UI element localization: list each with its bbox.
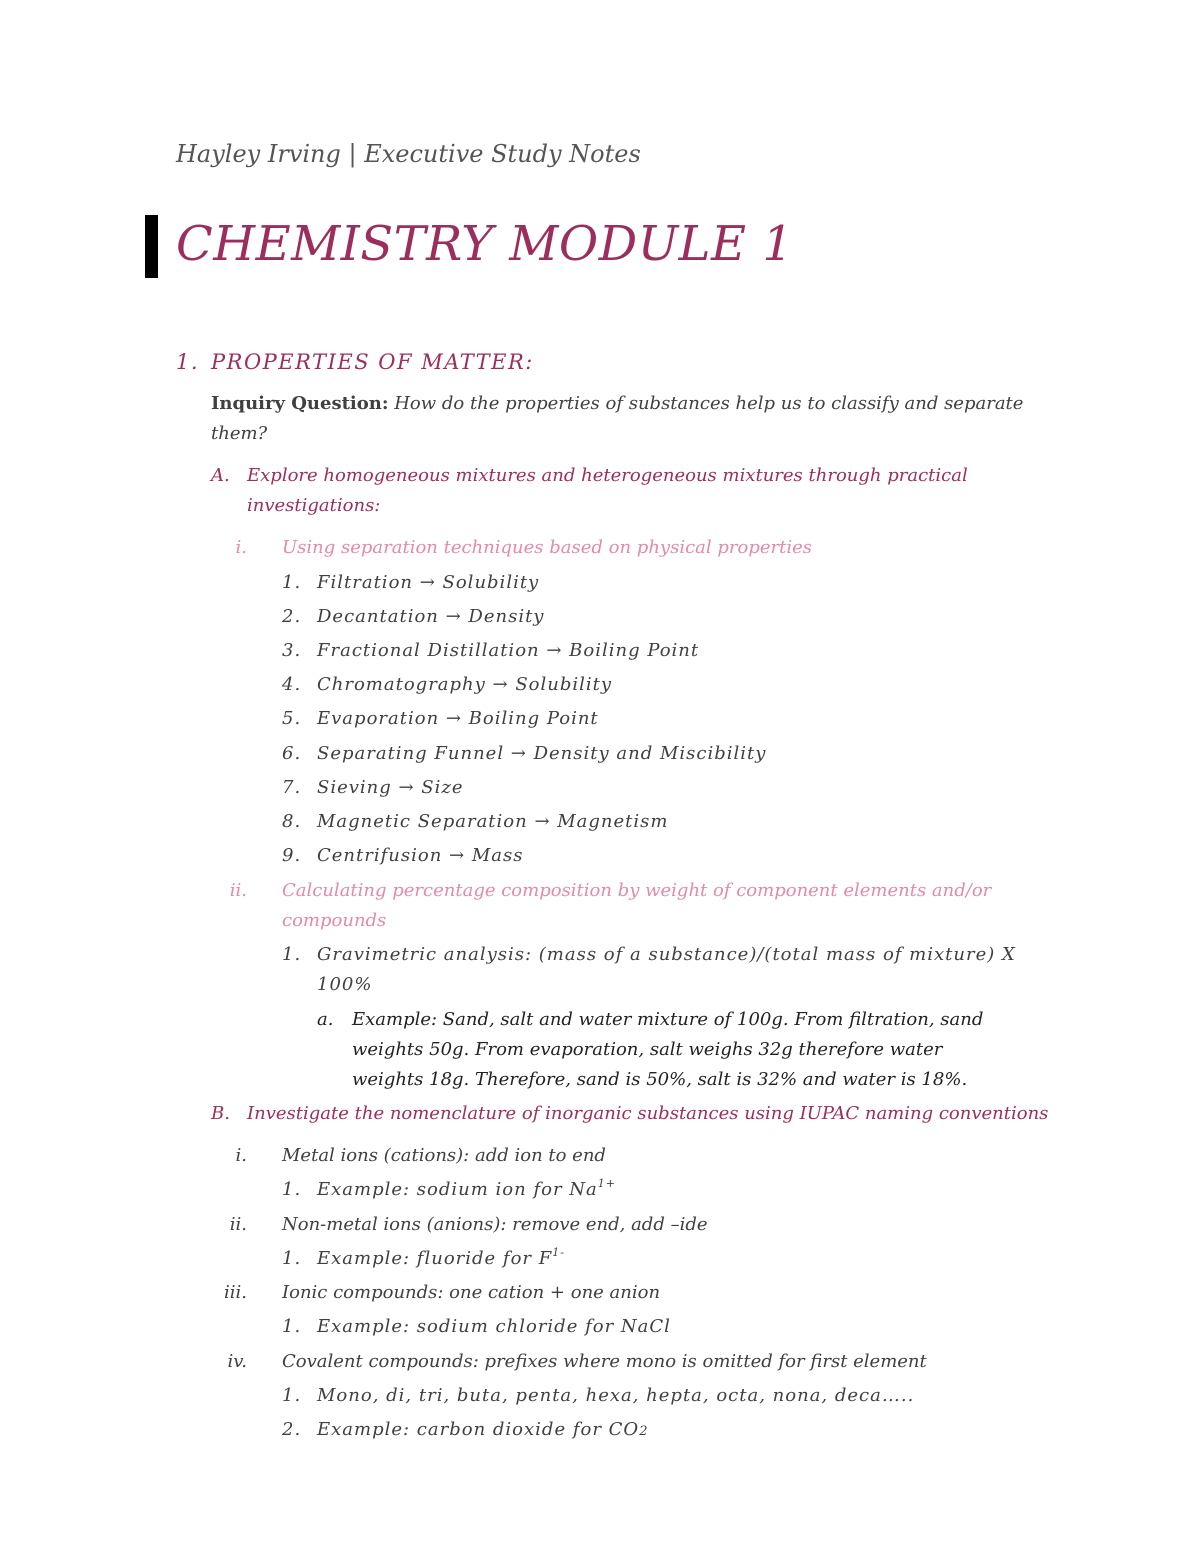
part-b-iv-text: Covalent compounds: prefixes where mono is omitted for first element: [282, 1351, 927, 1372]
part-b-iv-marker: iv.: [227, 1351, 247, 1372]
example-line-2: weights 50g. From evaporation, salt weighs 32g therefore water: [352, 1039, 943, 1060]
part-b-ii-marker: ii.: [229, 1214, 247, 1235]
list-item: 9.: [282, 845, 302, 866]
list-item-text: Filtration → Solubility: [317, 572, 540, 593]
gravimetric-number: 1.: [282, 944, 302, 965]
part-b-ii-text: Non-metal ions (anions): remove end, add –ide: [282, 1214, 708, 1235]
list-item: 3.: [282, 640, 302, 661]
part-a-ii-marker: ii.: [229, 880, 247, 901]
example-marker: a.: [317, 1009, 334, 1030]
inquiry-label: Inquiry Question:: [211, 393, 389, 414]
title-accent-bar: [145, 215, 158, 278]
list-item: 4.: [282, 674, 302, 695]
example-line-3: weights 18g. Therefore, sand is 50%, salt is 32% and water is 18%.: [352, 1069, 968, 1090]
list-item: 1.: [282, 572, 302, 593]
part-b-iv-item-2-number: 2.: [282, 1419, 302, 1440]
inquiry-text-line-1: How do the properties of substances help us to classify and separate: [394, 393, 1024, 414]
part-b-i-example-number: 1.: [282, 1179, 302, 1200]
part-b-iv-item-1-number: 1.: [282, 1385, 302, 1406]
part-b-ii-example-number: 1.: [282, 1248, 302, 1269]
part-b-i-text: Metal ions (cations): add ion to end: [282, 1145, 606, 1166]
example-line-1: Example: Sand, salt and water mixture of 100g. From filtration, sand: [352, 1009, 984, 1030]
part-b-iv-example: Example: carbon dioxide for CO2: [317, 1419, 649, 1440]
list-item-text: Decantation → Density: [317, 606, 545, 627]
inquiry-text-line-2: them?: [211, 423, 268, 444]
gravimetric-line-1: Gravimetric analysis: (mass of a substance)/(total mass of mixture) X: [317, 944, 1016, 965]
gravimetric-line-2: 100%: [317, 974, 373, 995]
list-item: 2.: [282, 606, 302, 627]
list-item: 5.: [282, 708, 302, 729]
part-b-ii-example: Example: fluoride for $F^{1-}$: [317, 1246, 565, 1269]
list-item-text: Centrifusion → Mass: [317, 845, 524, 866]
list-item-text: Evaporation → Boiling Point: [317, 708, 599, 729]
part-b-i-example: Example: sodium ion for $Na^{1+}$: [317, 1177, 616, 1200]
list-item: 6.: [282, 743, 302, 764]
part-b-iii-example: Example: sodium chloride for NaCl: [317, 1316, 671, 1337]
part-a-ii-line-2: compounds: [282, 910, 387, 931]
list-item-text: Sieving → Size: [317, 777, 464, 798]
list-item-text: Fractional Distillation → Boiling Point: [317, 640, 700, 661]
part-a-ii-line-1: Calculating percentage composition by weight of component elements and/or: [282, 880, 992, 901]
list-item: 7.: [282, 777, 302, 798]
charge-superscript: 1-: [552, 1246, 565, 1259]
charge-superscript: 1+: [597, 1177, 616, 1190]
part-a-i-marker: i.: [235, 537, 247, 558]
list-item-text: Separating Funnel → Density and Miscibility: [317, 743, 767, 764]
part-b-iii-text: Ionic compounds: one cation + one anion: [282, 1282, 661, 1303]
formula-subscript: 2: [639, 1424, 649, 1439]
part-b-marker: B.: [211, 1103, 230, 1124]
list-item: 8.: [282, 811, 302, 832]
part-b-iii-example-number: 1.: [282, 1316, 302, 1337]
part-b-text: Investigate the nomenclature of inorganic substances using IUPAC naming conventions: [247, 1103, 1049, 1124]
part-a-line-1: Explore homogeneous mixtures and heterogeneous mixtures through practical: [247, 465, 968, 486]
list-item-text: Chromatography → Solubility: [317, 674, 613, 695]
document-header: Hayley Irving | Executive Study Notes: [176, 140, 641, 168]
inquiry-question: [211, 393, 1023, 414]
part-a-line-2: investigations:: [247, 495, 381, 516]
prefix-list: Mono, di, tri, buta, penta, hexa, hepta, octa, nona, deca…..: [317, 1385, 915, 1406]
part-b-iii-marker: iii.: [224, 1282, 247, 1303]
section-number: 1.: [176, 350, 200, 374]
section-title: PROPERTIES OF MATTER:: [211, 350, 534, 374]
part-a-i-text: Using separation techniques based on physical properties: [282, 537, 812, 558]
part-b-i-marker: i.: [235, 1145, 247, 1166]
part-a-marker: A.: [211, 465, 230, 486]
list-item-text: Magnetic Separation → Magnetism: [317, 811, 669, 832]
page-title: CHEMISTRY MODULE 1: [176, 216, 794, 272]
